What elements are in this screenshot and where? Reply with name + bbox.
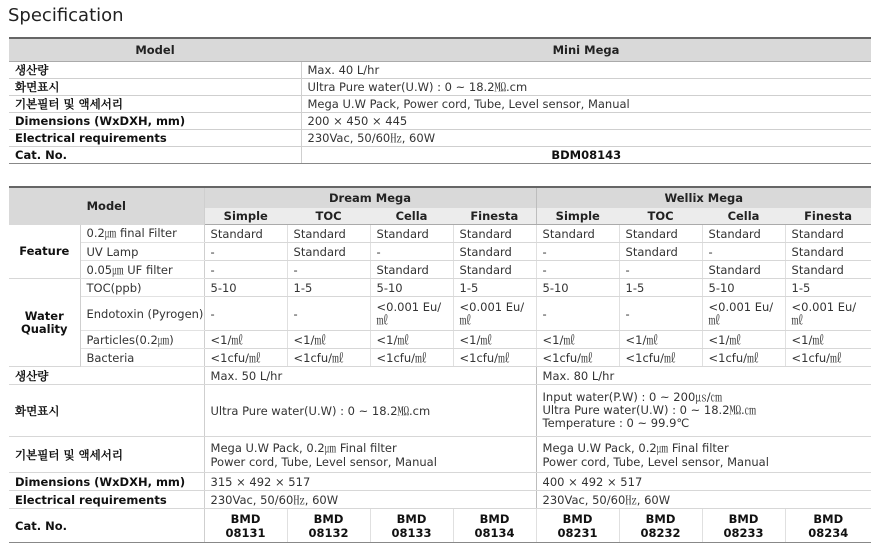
spec-cell: Standard [785,261,871,279]
cat-no-cell [619,509,702,543]
row-label: 기본필터 및 액세서리 [9,96,301,113]
row-label: 생산량 [9,62,301,79]
spec-cell: - [287,297,370,331]
quality-name: TOC(ppb) [80,279,204,297]
table-row [9,62,871,79]
cat-no-label: Cat. No. [9,509,204,543]
mini-mega-header: Mini Mega [301,38,871,62]
table-row [9,297,871,331]
variant-header: Cella [370,208,453,225]
accessory-line: Mega U.W Pack, 0.2㎛ Final filter [542,440,729,455]
table-row [9,331,871,349]
cat-prefix: BMD [728,511,759,526]
spec-cell: - [536,297,619,331]
production-label: 생산량 [9,367,204,385]
cat-no-cell [536,509,619,543]
group-header-row [9,187,871,208]
wellix-mega-header: Wellix Mega [536,187,871,208]
row-value: 200 × 450 × 445 [301,113,871,130]
page-title: Specification [8,5,124,26]
cat-number: 08232 [640,525,681,540]
row-value: 230Vac, 50/60㎐, 60W [301,130,871,147]
wellix-display [536,385,871,437]
accessories-label: 기본필터 및 액세서리 [9,437,204,473]
table-row [9,243,871,261]
spec-cell: <1cfu/㎖ [536,349,619,367]
row-label: Dimensions (WxDXH, mm) [9,113,301,130]
spec-cell: 1-5 [619,279,702,297]
table-row [9,437,871,473]
spec-cell: Standard [287,243,370,261]
cat-no-cell [204,509,287,543]
water-quality-label: Water Quality [9,279,80,367]
display-line: Input water(P.W) : 0 ~ 200㎲/㎝ [542,390,723,404]
table-row [9,261,871,279]
spec-cell: - [702,243,785,261]
feature-label: Feature [9,225,80,279]
spec-cell: 1-5 [287,279,370,297]
cat-prefix: BMD [813,511,844,526]
spec-cell: <1/㎖ [702,331,785,349]
display-label: 화면표시 [9,385,204,437]
spec-cell: <0.001 Eu/㎖ [453,297,536,331]
cat-prefix: BMD [562,511,593,526]
spec-cell: Standard [287,225,370,243]
mini-mega-spec-table [9,37,871,164]
variant-header: Cella [702,208,785,225]
cat-prefix: BMD [230,511,261,526]
dream-production: Max. 50 L/hr [204,367,536,385]
table-row [9,473,871,491]
cat-no-cell [702,509,785,543]
spec-cell: <1cfu/㎖ [619,349,702,367]
spec-cell: - [370,243,453,261]
table-row [9,96,871,113]
spec-cell: 1-5 [785,279,871,297]
spec-cell: <1/㎖ [204,331,287,349]
row-label: 화면표시 [9,79,301,96]
spec-cell: <1cfu/㎖ [287,349,370,367]
accessory-line: Mega U.W Pack, 0.2㎛ Final filter [210,440,397,455]
spec-cell: Standard [785,225,871,243]
cat-number: 08132 [308,525,349,540]
dream-wellix-spec-table [9,186,871,543]
spec-cell: <0.001 Eu/㎖ [370,297,453,331]
dream-display: Ultra Pure water(U.W) : 0 ~ 18.2㏁.cm [204,385,536,437]
spec-cell: Standard [370,261,453,279]
feature-name: 0.05㎛ UF filter [80,261,204,279]
cat-no-cell [287,509,370,543]
electrical-label: Electrical requirements [9,491,204,509]
mini-table-header [9,38,871,62]
dream-dimensions: 315 × 492 × 517 [204,473,536,491]
spec-cell: <1/㎖ [287,331,370,349]
table-row [9,113,871,130]
spec-cell: Standard [619,225,702,243]
table-row [9,349,871,367]
spec-cell: - [287,261,370,279]
table-row [9,367,871,385]
cat-number: 08133 [391,525,432,540]
spec-cell: - [536,243,619,261]
cat-no-value: BDM08143 [301,147,871,164]
spec-cell: 5-10 [702,279,785,297]
spec-cell: <1/㎖ [453,331,536,349]
spec-cell: Standard [453,261,536,279]
wellix-electrical: 230Vac, 50/60㎐, 60W [536,491,871,509]
variant-header: Simple [204,208,287,225]
cat-no-cell [785,509,871,543]
cat-no-cell [370,509,453,543]
accessory-line: Power cord, Tube, Level sensor, Manual [542,454,769,469]
table-row [9,385,871,437]
wellix-production: Max. 80 L/hr [536,367,871,385]
model-header: Model [9,38,301,62]
spec-cell: <1/㎖ [370,331,453,349]
wellix-accessories [536,437,871,473]
row-label: Electrical requirements [9,130,301,147]
spec-cell: Standard [785,243,871,261]
spec-cell: <1/㎖ [785,331,871,349]
cat-number: 08231 [557,525,598,540]
wellix-dimensions: 400 × 492 × 517 [536,473,871,491]
variant-header: Simple [536,208,619,225]
cat-prefix: BMD [313,511,344,526]
spec-cell: Standard [453,243,536,261]
spec-cell: 1-5 [453,279,536,297]
spec-cell: <1cfu/㎖ [702,349,785,367]
variant-header: Finesta [453,208,536,225]
spec-cell: <1cfu/㎖ [204,349,287,367]
spec-cell: Standard [702,261,785,279]
cat-prefix: BMD [396,511,427,526]
spec-cell: - [204,243,287,261]
dimensions-label: Dimensions (WxDXH, mm) [9,473,204,491]
row-value: Max. 40 L/hr [301,62,871,79]
variant-header: TOC [287,208,370,225]
dream-accessories [204,437,536,473]
cat-number: 08233 [723,525,764,540]
spec-cell: <1cfu/㎖ [370,349,453,367]
table-row [9,509,871,543]
row-value: Ultra Pure water(U.W) : 0 ~ 18.2㏁.cm [301,79,871,96]
table-row [9,79,871,96]
spec-cell: Standard [702,225,785,243]
spec-cell: <1/㎖ [619,331,702,349]
spec-cell: <1/㎖ [536,331,619,349]
spec-cell: - [204,297,287,331]
row-value: Mega U.W Pack, Power cord, Tube, Level sensor, Manual [301,96,871,113]
spec-cell: Standard [619,243,702,261]
model-header: Model [9,187,204,225]
spec-cell: Standard [536,225,619,243]
cat-number: 08134 [474,525,515,540]
table-row [9,225,871,243]
spec-cell: Standard [370,225,453,243]
quality-name: Particles(0.2㎛) [80,331,204,349]
display-line: Temperature : 0 ~ 99.9℃ [542,416,690,430]
dream-electrical: 230Vac, 50/60㎐, 60W [204,491,536,509]
display-line: Ultra Pure water(U.W) : 0 ~ 18.2㏁.㎝ [542,403,757,417]
row-label: Cat. No. [9,147,301,164]
accessory-line: Power cord, Tube, Level sensor, Manual [210,454,437,469]
spec-cell: - [204,261,287,279]
spec-cell: <1cfu/㎖ [785,349,871,367]
table-row [9,147,871,164]
cat-prefix: BMD [645,511,676,526]
spec-cell: - [619,297,702,331]
spec-cell: - [536,261,619,279]
cat-number: 08234 [808,525,849,540]
table-row [9,491,871,509]
spec-cell: Standard [204,225,287,243]
dream-mega-header: Dream Mega [204,187,536,208]
cat-prefix: BMD [479,511,510,526]
spec-cell: 5-10 [370,279,453,297]
spec-cell: <0.001 Eu/㎖ [702,297,785,331]
variant-header: Finesta [785,208,871,225]
cat-number: 08131 [225,525,266,540]
cat-no-cell [453,509,536,543]
feature-name: 0.2㎛ final Filter [80,225,204,243]
spec-cell: 5-10 [204,279,287,297]
quality-name: Endotoxin (Pyrogen) [80,297,204,331]
spec-cell: <0.001 Eu/㎖ [785,297,871,331]
spec-cell: - [619,261,702,279]
table-row [9,130,871,147]
variant-header: TOC [619,208,702,225]
spec-cell: Standard [453,225,536,243]
spec-cell: 5-10 [536,279,619,297]
table-row [9,279,871,297]
feature-name: UV Lamp [80,243,204,261]
spec-cell: <1cfu/㎖ [453,349,536,367]
quality-name: Bacteria [80,349,204,367]
